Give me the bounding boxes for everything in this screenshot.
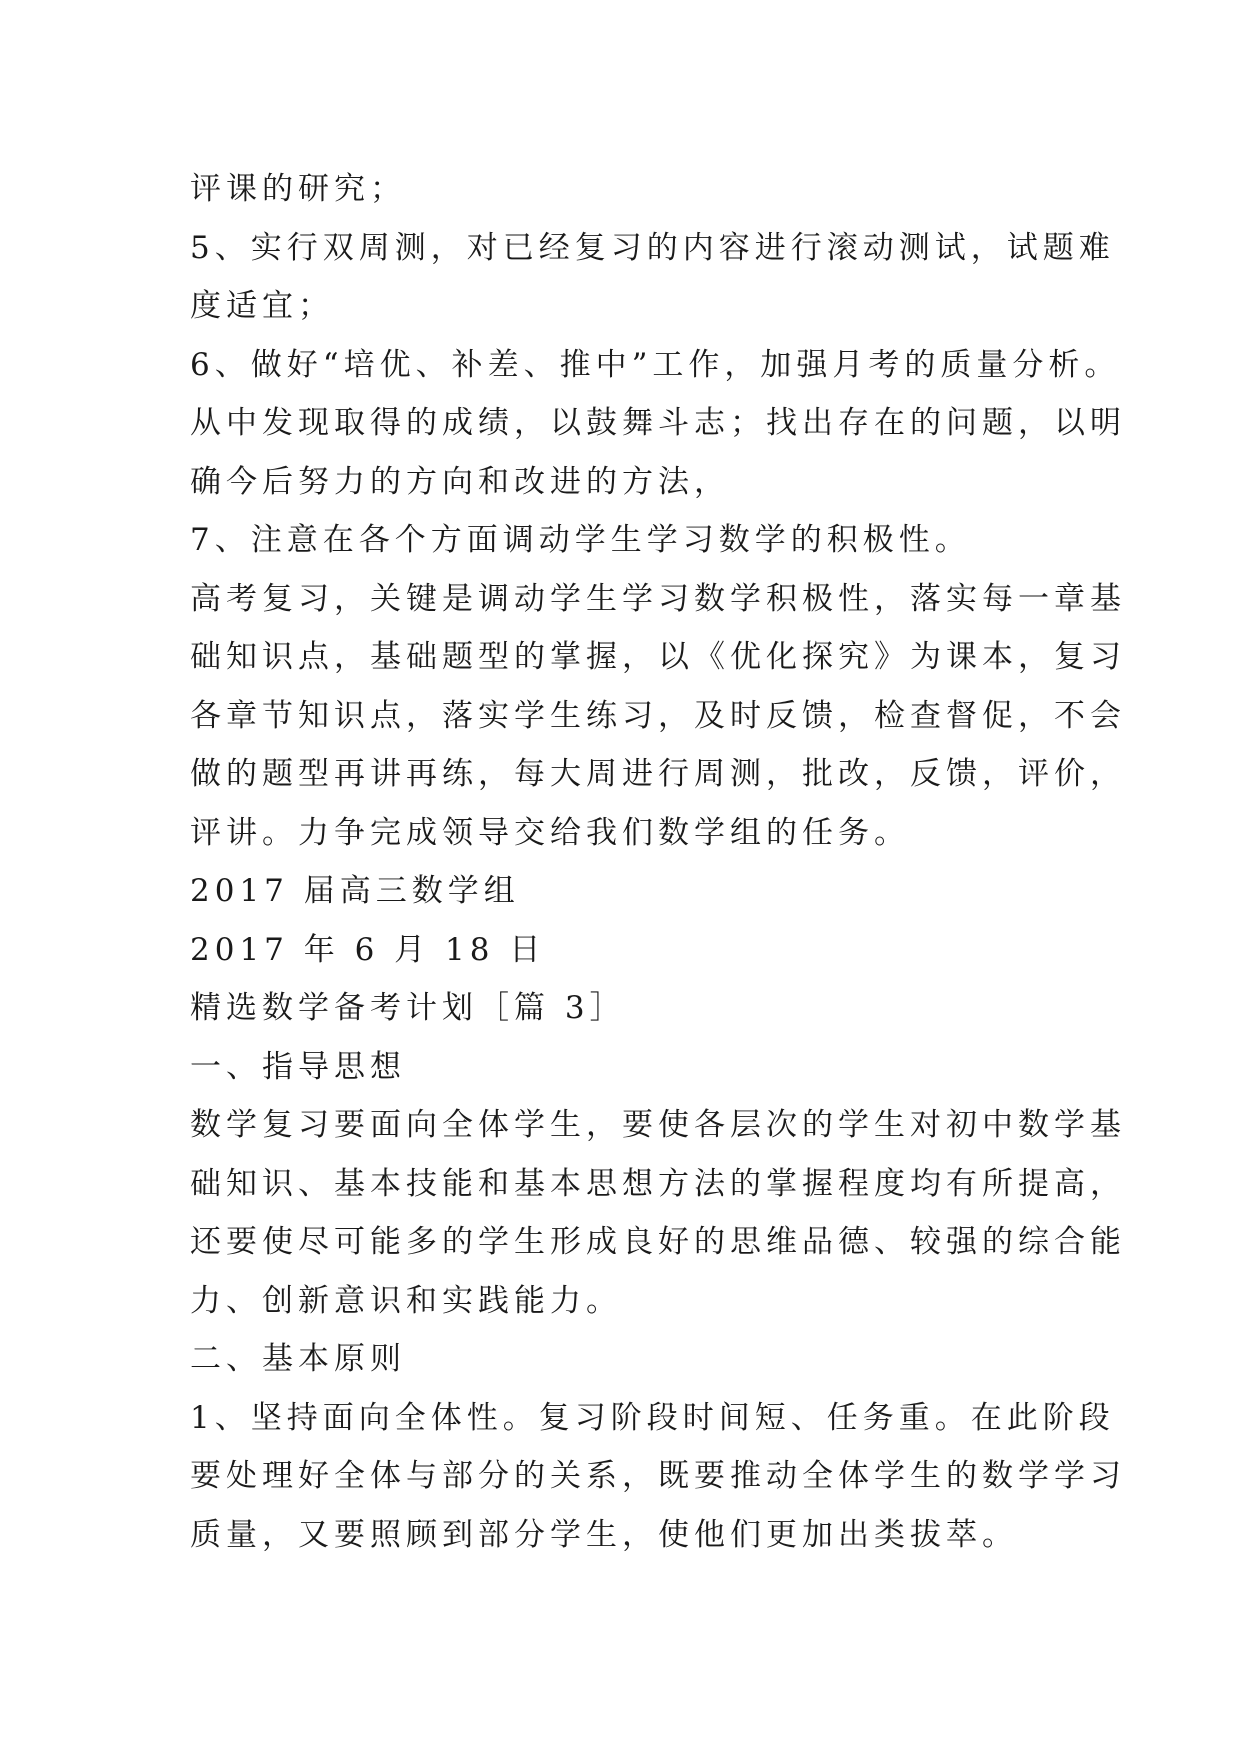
text-line-17: 数学复习要面向全体学生，要使各层次的学生对初中数学基 xyxy=(190,1107,1126,1143)
text-line-10: 各章节知识点，落实学生练习，及时反馈，检查督促，不会 xyxy=(190,697,1126,734)
text-line-22: 1、坚持面向全体性。复习阶段时间短、任务重。在此阶段 xyxy=(190,1399,1115,1436)
text-line-2: 5、实行双周测，对已经复习的内容进行滚动测试，试题难 xyxy=(190,229,1115,266)
text-line-4: 6、做好“培优、补差、推中”工作，加强月考的质量分析。 xyxy=(190,346,1121,383)
text-line-20: 力、创新意识和实践能力。 xyxy=(190,1282,622,1319)
text-line-11: 做的题型再讲再练，每大周进行周测，批改，反馈，评价， xyxy=(190,756,1126,792)
date-line: 2017 年 6 月 18 日 xyxy=(190,931,546,968)
text-line-12: 评讲。力争完成领导交给我们数学组的任务。 xyxy=(190,814,910,851)
section-title: 精选数学备考计划［篇 3］ xyxy=(190,990,626,1026)
text-line-18: 础知识、基本技能和基本思想方法的掌握程度均有所提高， xyxy=(190,1165,1126,1202)
text-line-24: 质量，又要照顾到部分学生，使他们更加出类拔萃。 xyxy=(190,1516,1018,1553)
heading-guiding-thought: 一、指导思想 xyxy=(190,1048,406,1085)
heading-basic-principles: 二、基本原则 xyxy=(190,1341,406,1377)
text-line-9: 础知识点，基础题型的掌握，以《优化探究》为课本，复习 xyxy=(190,639,1126,675)
text-line-23: 要处理好全体与部分的关系，既要推动全体学生的数学学习 xyxy=(190,1458,1126,1494)
text-line-8: 高考复习，关键是调动学生学习数学积极性，落实每一章基 xyxy=(190,580,1126,617)
document-body xyxy=(190,160,1126,1564)
signature-line: 2017 届高三数学组 xyxy=(190,873,520,909)
text-line-7: 7、注意在各个方面调动学生学习数学的积极性。 xyxy=(190,522,971,558)
text-line-3: 度适宜； xyxy=(190,288,334,324)
text-line-19: 还要使尽可能多的学生形成良好的思维品德、较强的综合能 xyxy=(190,1224,1126,1260)
text-line-6: 确今后努力的方向和改进的方法， xyxy=(190,463,730,500)
text-line-1: 评课的研究； xyxy=(190,171,406,207)
text-line-5: 从中发现取得的成绩，以鼓舞斗志；找出存在的问题，以明 xyxy=(190,405,1126,441)
